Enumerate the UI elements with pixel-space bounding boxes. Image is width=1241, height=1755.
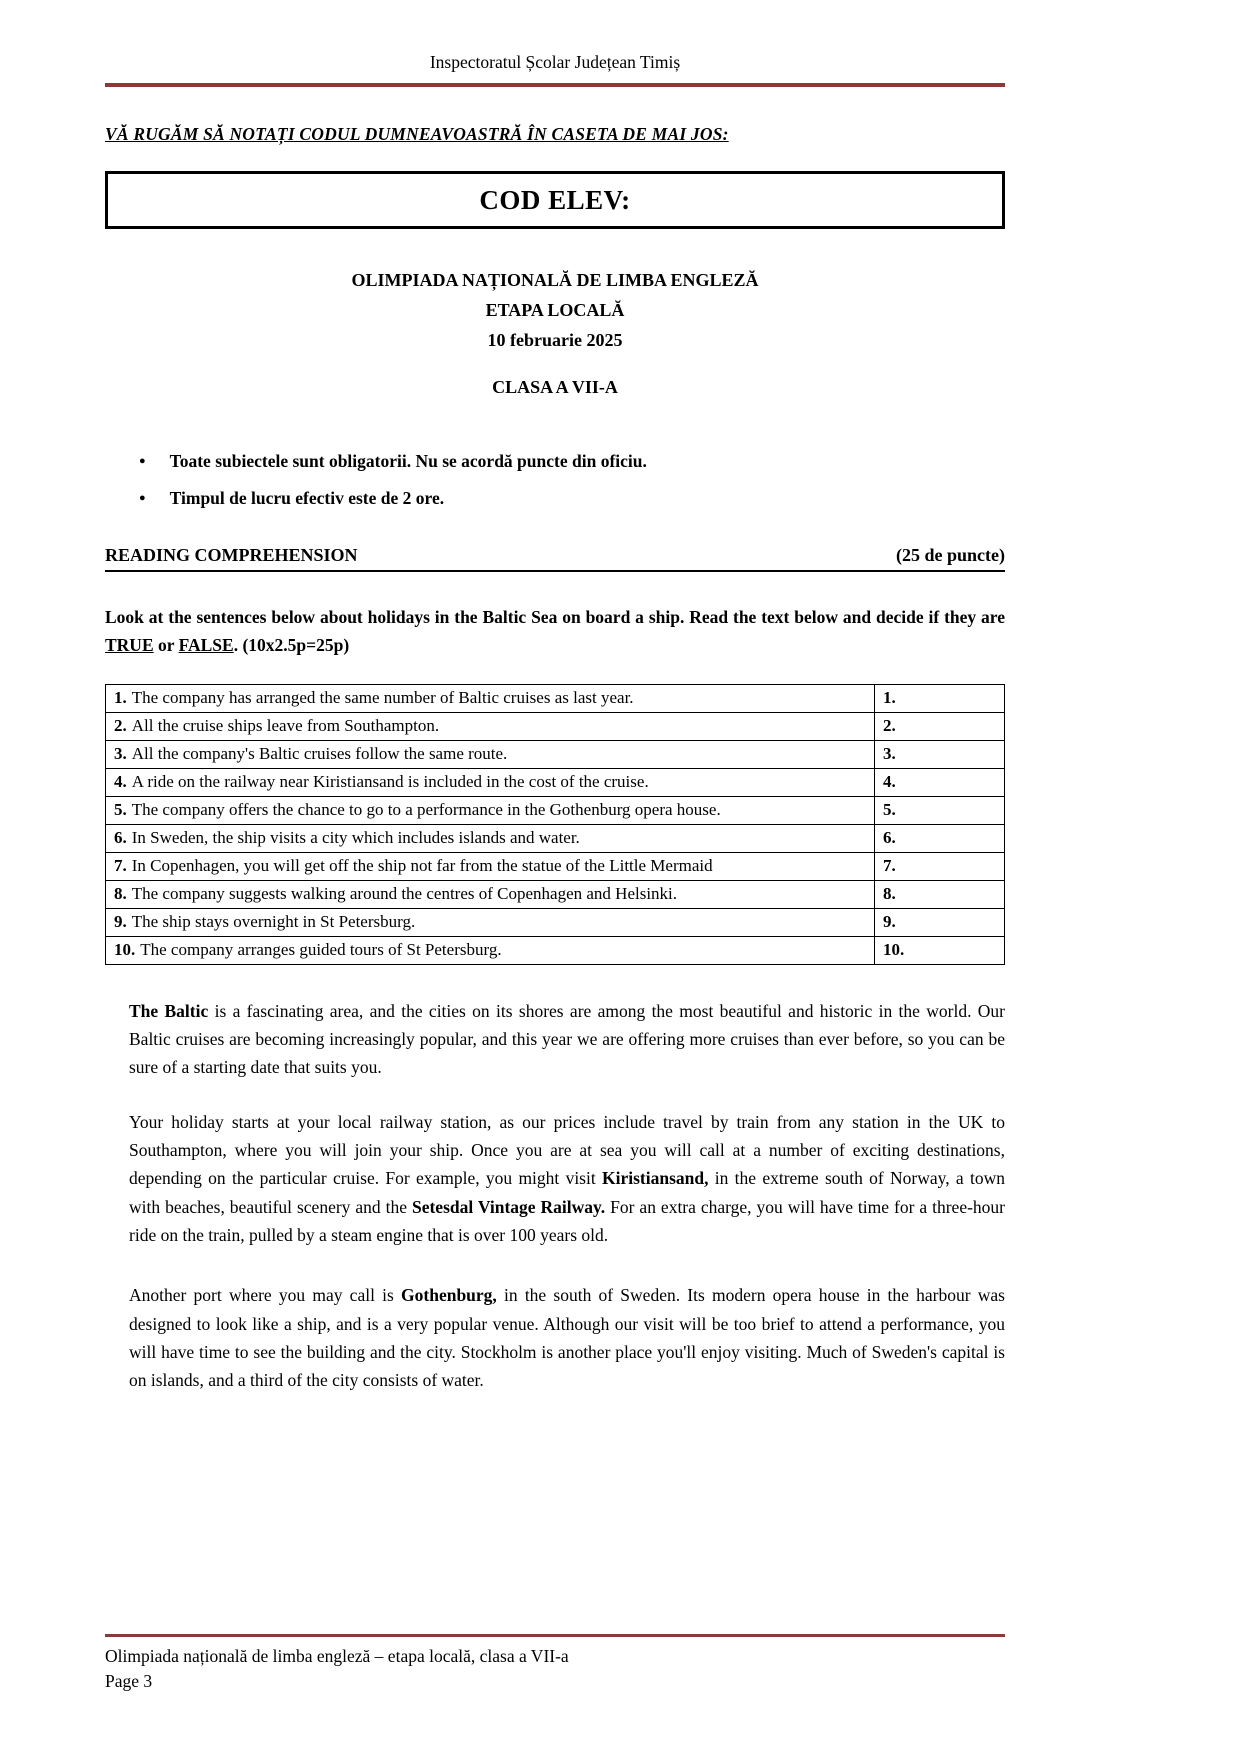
statement-text: All the cruise ships leave from Southampton.	[131, 716, 440, 736]
footer-title: Olimpiada națională de limba engleză – etapa locală, clasa a VII-a	[105, 1646, 569, 1666]
answer-number: 5.	[883, 800, 896, 820]
statement-cell	[106, 712, 875, 740]
answer-number: 7.	[883, 856, 896, 876]
list-item	[139, 485, 1005, 511]
answer-cell	[875, 908, 1005, 936]
cod-elev-box	[105, 171, 1005, 229]
olympiad-title: OLIMPIADA NAȚIONALĂ DE LIMBA ENGLEZĂ	[351, 270, 759, 290]
statement-cell	[106, 684, 875, 712]
statement-cell	[106, 880, 875, 908]
page-header	[105, 50, 1005, 74]
answer-number: 1.	[883, 688, 896, 708]
section-title: READING COMPREHENSION	[105, 545, 358, 565]
statement-cell	[106, 740, 875, 768]
answer-number: 3.	[883, 744, 896, 764]
statement-text: In Sweden, the ship visits a city which includes islands and water.	[131, 828, 580, 848]
task-instructions: Look at the sentences below about holidays in the Baltic Sea on board a ship. Read the text below and decide if they are TRUE or FALSE. (10x2.5p=25p)	[105, 607, 1005, 656]
tf-table-body	[106, 684, 1005, 964]
bullet-text: Timpul de lucru efectiv este de 2 ore.	[169, 488, 445, 508]
answer-cell	[875, 740, 1005, 768]
answer-number: 8.	[883, 884, 896, 904]
answer-number: 4.	[883, 772, 896, 792]
reading-text	[129, 997, 1005, 1395]
table-row	[106, 712, 1005, 740]
statement-cell	[106, 936, 875, 964]
cod-elev-label: COD ELEV:	[479, 184, 631, 215]
stage-title: ETAPA LOCALĂ	[485, 300, 625, 320]
section-header	[105, 545, 1005, 572]
table-row	[106, 740, 1005, 768]
page-footer	[105, 1634, 1005, 1694]
table-row	[106, 796, 1005, 824]
statement-number: 9.	[114, 912, 127, 932]
statement-text: In Copenhagen, you will get off the ship not far from the statue of the Little Mermaid	[131, 856, 713, 876]
table-row	[106, 768, 1005, 796]
table-row	[106, 852, 1005, 880]
table-row	[106, 684, 1005, 712]
bullet-icon: ●	[139, 492, 146, 504]
statement-text: All the company's Baltic cruises follow the same route.	[131, 744, 508, 764]
code-notice: VĂ RUGĂM SĂ NOTAȚI CODUL DUMNEAVOASTRĂ ÎN CASETA DE MAI JOS:	[105, 124, 729, 144]
statement-number: 7.	[114, 856, 127, 876]
statement-text: The company suggests walking around the centres of Copenhagen and Helsinki.	[131, 884, 678, 904]
date-line: 10 februarie 2025	[487, 330, 623, 350]
statement-number: 5.	[114, 800, 127, 820]
paragraph: Your holiday starts at your local railway station, as our prices include travel by train from any station in the UK to Southampton, where you will join your ship. Once you are at sea you will call at a number of exciting destinations, depending on the particular cruise. For example, you might visit Kiristiansand, in the extreme south of Norway, a town with beaches, beautiful scenery and the Setesdal Vintage Railway. For an extra charge, you will have time for a three-hour ride on the train, pulled by a steam engine that is over 100 years old.	[129, 1111, 1005, 1246]
table-row	[106, 824, 1005, 852]
true-false-table	[105, 684, 1005, 965]
statement-number: 10.	[114, 940, 136, 960]
statement-text: The company offers the chance to go to a performance in the Gothenburg opera house.	[131, 800, 721, 820]
answer-cell	[875, 852, 1005, 880]
table-row	[106, 880, 1005, 908]
statement-cell	[106, 768, 875, 796]
section-points: (25 de puncte)	[896, 545, 1005, 565]
statement-number: 8.	[114, 884, 127, 904]
statement-text: The ship stays overnight in St Petersburg.	[131, 912, 416, 932]
list-item	[139, 448, 1005, 474]
answer-cell	[875, 880, 1005, 908]
answer-cell	[875, 936, 1005, 964]
bullet-icon: ●	[139, 455, 146, 467]
statement-cell	[106, 824, 875, 852]
statement-number: 2.	[114, 716, 127, 736]
page-number: Page 3	[105, 1671, 153, 1691]
answer-cell	[875, 712, 1005, 740]
statement-number: 1.	[114, 688, 127, 708]
answer-number: 10.	[883, 940, 905, 960]
answer-number: 2.	[883, 716, 896, 736]
header-title: Inspectoratul Școlar Județean Timiș	[429, 52, 681, 72]
answer-cell	[875, 768, 1005, 796]
statement-text: A ride on the railway near Kiristiansand is included in the cost of the cruise.	[131, 772, 649, 792]
statement-number: 4.	[114, 772, 127, 792]
statement-number: 6.	[114, 828, 127, 848]
statement-cell	[106, 852, 875, 880]
answer-cell	[875, 684, 1005, 712]
document-titles	[105, 265, 1005, 355]
statement-number: 3.	[114, 744, 127, 764]
statement-cell	[106, 796, 875, 824]
general-instructions-list	[105, 448, 1005, 511]
answer-cell	[875, 824, 1005, 852]
paragraph: The Baltic is a fascinating area, and the cities on its shores are among the most beautiful and historic in the world. Our Baltic cruises are becoming increasingly popular, and this year we are offering more cruises than ever before, so you can be sure of a starting date that suits you.	[129, 1000, 1005, 1078]
statement-text: The company arranges guided tours of St Petersburg.	[140, 940, 502, 960]
statement-cell	[106, 908, 875, 936]
answer-cell	[875, 796, 1005, 824]
answer-number: 9.	[883, 912, 896, 932]
header-rule	[105, 83, 1005, 87]
footer-rule	[105, 1634, 1005, 1637]
paragraph: Another port where you may call is Gothenburg, in the south of Sweden. Its modern opera house in the harbour was designed to look like a ship, and is a very popular venue. Although our visit will be too brief to attend a performance, you will have time to see the building and the city. Stockholm is another place you'll enjoy visiting. Much of Sweden's capital is on islands, and a third of the city consists of water.	[129, 1285, 1005, 1391]
table-row	[106, 936, 1005, 964]
statement-text: The company has arranged the same number of Baltic cruises as last year.	[131, 688, 634, 708]
answer-number: 6.	[883, 828, 896, 848]
table-row	[106, 908, 1005, 936]
class-title: CLASA A VII-A	[492, 377, 618, 397]
bullet-text: Toate subiectele sunt obligatorii. Nu se acordă puncte din oficiu.	[169, 451, 647, 471]
